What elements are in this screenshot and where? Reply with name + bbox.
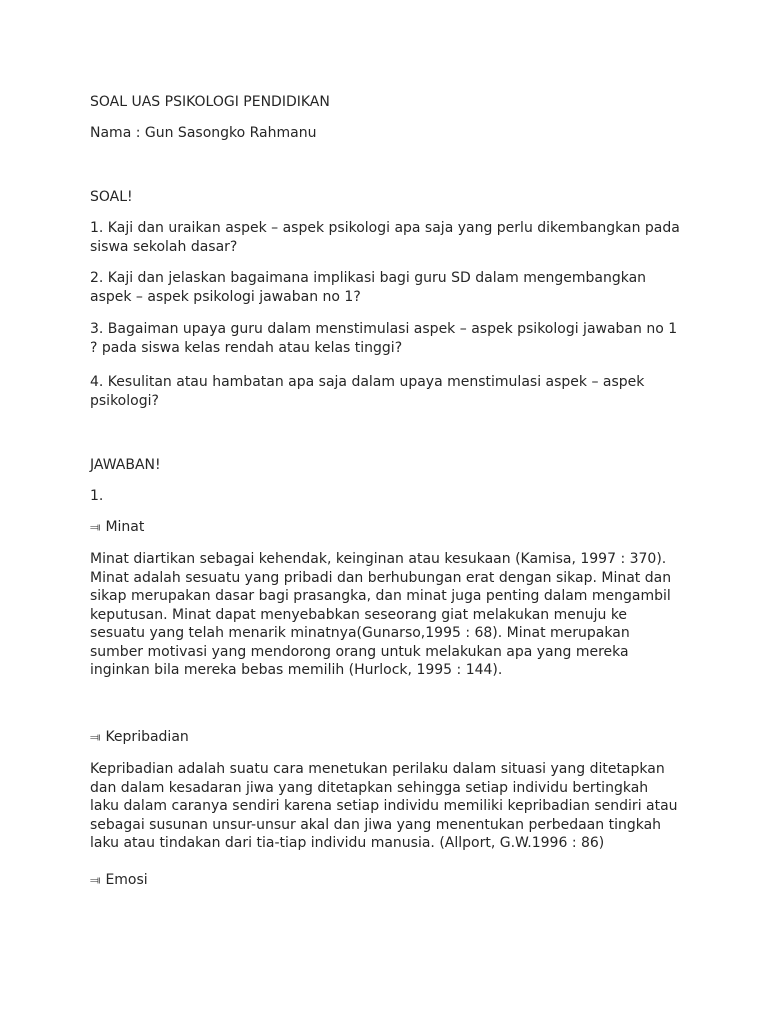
section-text-minat: Minat diartikan sebagai kehendak, keinginan atau kesukaan (Kamisa, 1997 : 370). Minat adalah sesuatu yang pribadi dan berhubungan erat dengan sikap. Minat dan sikap merupakan dasar bagi prasangka, dan minat juga penting dalam mengambil keputusan. Minat dapat menyebabkan seseorang giat melakukan menuju ke sesuatu yang telah menarik minatnya(Gunarso,1995 : 68). Minat merupakan sumber motivasi yang mendorong orang untuk melakukan apa yang mereka inginkan bila mereka bebas memilih (Hurlock, 1995 : 144). <box>90 551 672 678</box>
soal-heading: SOAL! <box>90 189 133 205</box>
question-1: 1. Kaji dan uraikan aspek – aspek psikologi apa saja yang perlu dikembangkan pada siswa sekolah dasar? <box>90 220 680 255</box>
question-4: 4. Kesulitan atau hambatan apa saja dalam upaya menstimulasi aspek – aspek psikologi? <box>90 374 645 409</box>
section-heading-minat <box>90 518 680 537</box>
section-heading-label: Emosi <box>105 872 148 888</box>
section-heading-emosi <box>90 871 680 890</box>
answer-number: 1. <box>90 488 104 504</box>
jawaban-heading: JAWABAN! <box>90 457 161 473</box>
question-3: 3. Bagaiman upaya guru dalam menstimulasi aspek – aspek psikologi jawaban no 1 ? pada siswa kelas rendah atau kelas tinggi? <box>90 321 678 356</box>
section-heading-label: Minat <box>105 519 145 535</box>
bullet-icon: ⫥ <box>90 873 101 887</box>
section-heading-label: Kepribadian <box>105 729 189 745</box>
bullet-icon: ⫥ <box>90 520 101 534</box>
question-2: 2. Kaji dan jelaskan bagaimana implikasi bagi guru SD dalam mengembangkan aspek – aspek psikologi jawaban no 1? <box>90 270 647 305</box>
section-heading-kepribadian <box>90 728 680 747</box>
document-title: SOAL UAS PSIKOLOGI PENDIDIKAN <box>90 94 330 110</box>
student-name: Nama : Gun Sasongko Rahmanu <box>90 125 317 141</box>
section-text-kepribadian: Kepribadian adalah suatu cara menetukan perilaku dalam situasi yang ditetapkan dan dalam kesadaran jiwa yang ditetapkan sehingga setiap individu bertingkah laku dalam caranya sendiri karena setiap individu memiliki kepribadian sendiri atau sebagai susunan unsur-unsur akal dan jiwa yang menentukan perbedaan tingkah laku atau tindakan dari tia-tiap individu manusia. (Allport, G.W.1996 : 86) <box>90 761 678 851</box>
bullet-icon: ⫥ <box>90 730 101 744</box>
